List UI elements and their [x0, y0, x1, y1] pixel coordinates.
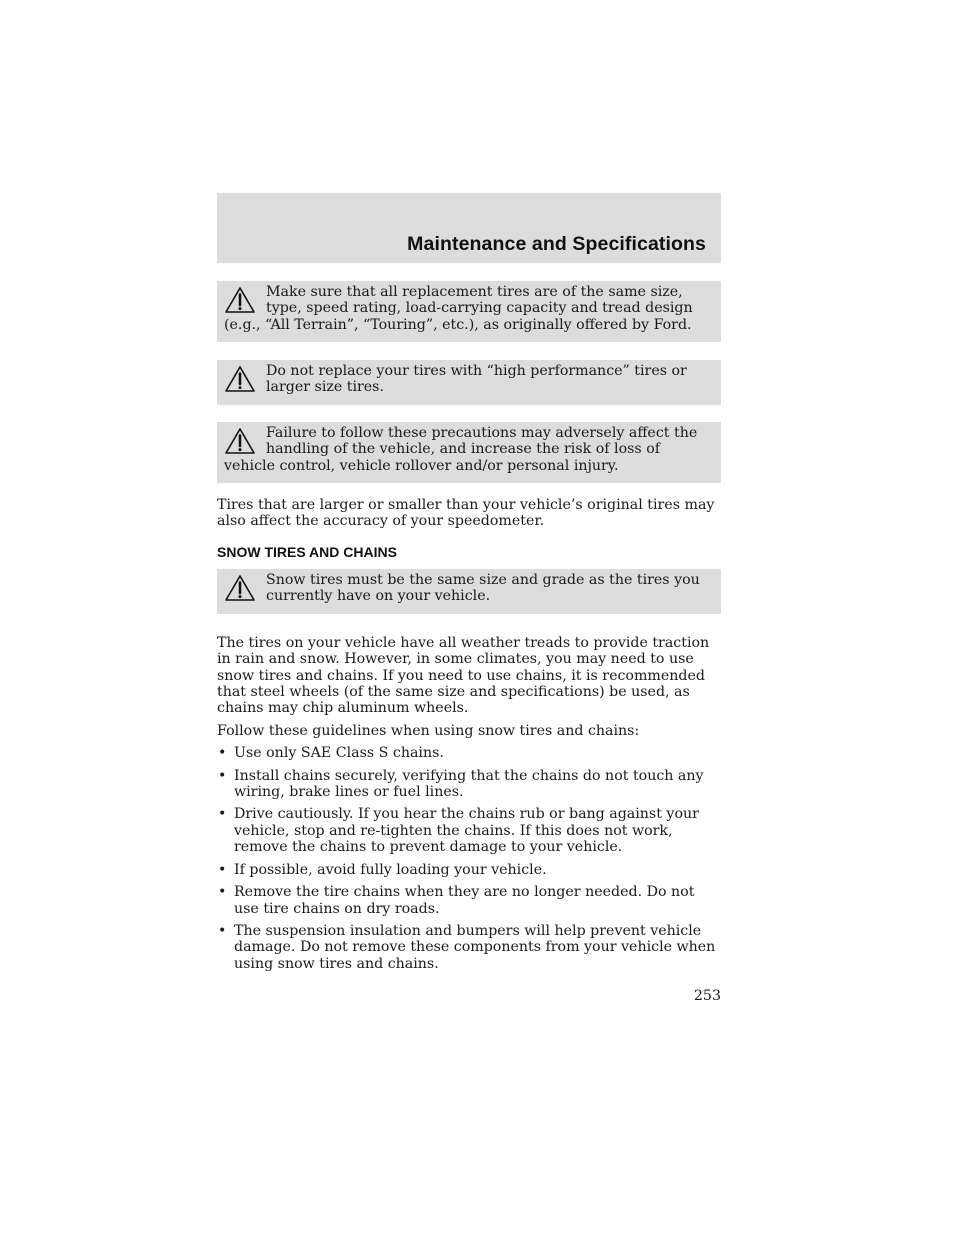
bullet-icon: •: [218, 806, 227, 823]
list-item-text: The suspension insulation and bumpers will help prevent vehicle damage. Do not remove these components from your vehicle when using snow tires and chains.: [234, 922, 716, 972]
bullet-icon: •: [218, 922, 227, 939]
speedometer-paragraph: Tires that are larger or smaller than your vehicle’s original tires may also affect the accuracy of your speedometer.: [217, 497, 715, 530]
guidelines-list: [217, 745, 721, 972]
list-item-text: Drive cautiously. If you hear the chains rub or bang against your vehicle, stop and re-tighten the chains. If this does not work, remove the chains to prevent damage to your vehicle.: [234, 806, 699, 856]
list-item: [217, 745, 721, 761]
warning-text: Failure to follow these precautions may adversely affect the handling of the vehicle, and increase the risk of loss of vehicle control, vehicle rollover and/or personal injury.: [224, 425, 698, 474]
warning-triangle-icon: [224, 365, 256, 393]
bullet-icon: •: [218, 884, 227, 901]
guidelines-intro: Follow these guidelines when using snow tires and chains:: [217, 722, 640, 739]
warning-triangle-icon: [224, 286, 256, 314]
bullet-icon: •: [218, 745, 227, 762]
list-item: [217, 806, 721, 855]
page-title: Maintenance and Specifications: [407, 233, 706, 255]
list-item: [217, 768, 721, 801]
all-weather-paragraph: The tires on your vehicle have all weather treads to provide traction in rain and snow. However, in some climates, you may need to use snow tires and chains. If you need to use chains, it is recommended that steel wheels (of the same size and specifications) be used, as chains may chip aluminum wheels.: [217, 634, 710, 717]
warning-text: Make sure that all replacement tires are of the same size, type, speed rating, load-carrying capacity and tread design (e.g., “All Terrain”, “Touring”, etc.), as originally offered by Ford.: [224, 284, 693, 333]
section-header: [217, 193, 721, 263]
warning-box-high-performance: [217, 360, 721, 405]
list-item: [217, 884, 721, 917]
list-item-text: Use only SAE Class S chains.: [234, 745, 444, 762]
bullet-icon: •: [218, 767, 227, 784]
list-item-text: Remove the tire chains when they are no longer needed. Do not use tire chains on dry roads.: [234, 884, 695, 917]
warning-box-replacement-tires: [217, 281, 721, 342]
warning-box-snow-tires: [217, 569, 721, 614]
page-number: 253: [693, 988, 721, 1005]
manual-page: [217, 193, 721, 1006]
warning-triangle-icon: [224, 574, 256, 602]
list-item-text: If possible, avoid fully loading your vehicle.: [234, 861, 547, 878]
warning-box-precautions: [217, 422, 721, 483]
list-item: [217, 862, 721, 878]
warning-triangle-icon: [224, 427, 256, 455]
list-item-text: Install chains securely, verifying that the chains do not touch any wiring, brake lines or fuel lines.: [234, 767, 704, 801]
warning-text: Do not replace your tires with “high performance” tires or larger size tires.: [266, 363, 687, 396]
section-heading: SNOW TIRES AND CHAINS: [217, 543, 397, 560]
warning-text: Snow tires must be the same size and grade as the tires you currently have on your vehicle.: [266, 571, 700, 605]
bullet-icon: •: [218, 861, 227, 878]
list-item: [217, 923, 721, 972]
